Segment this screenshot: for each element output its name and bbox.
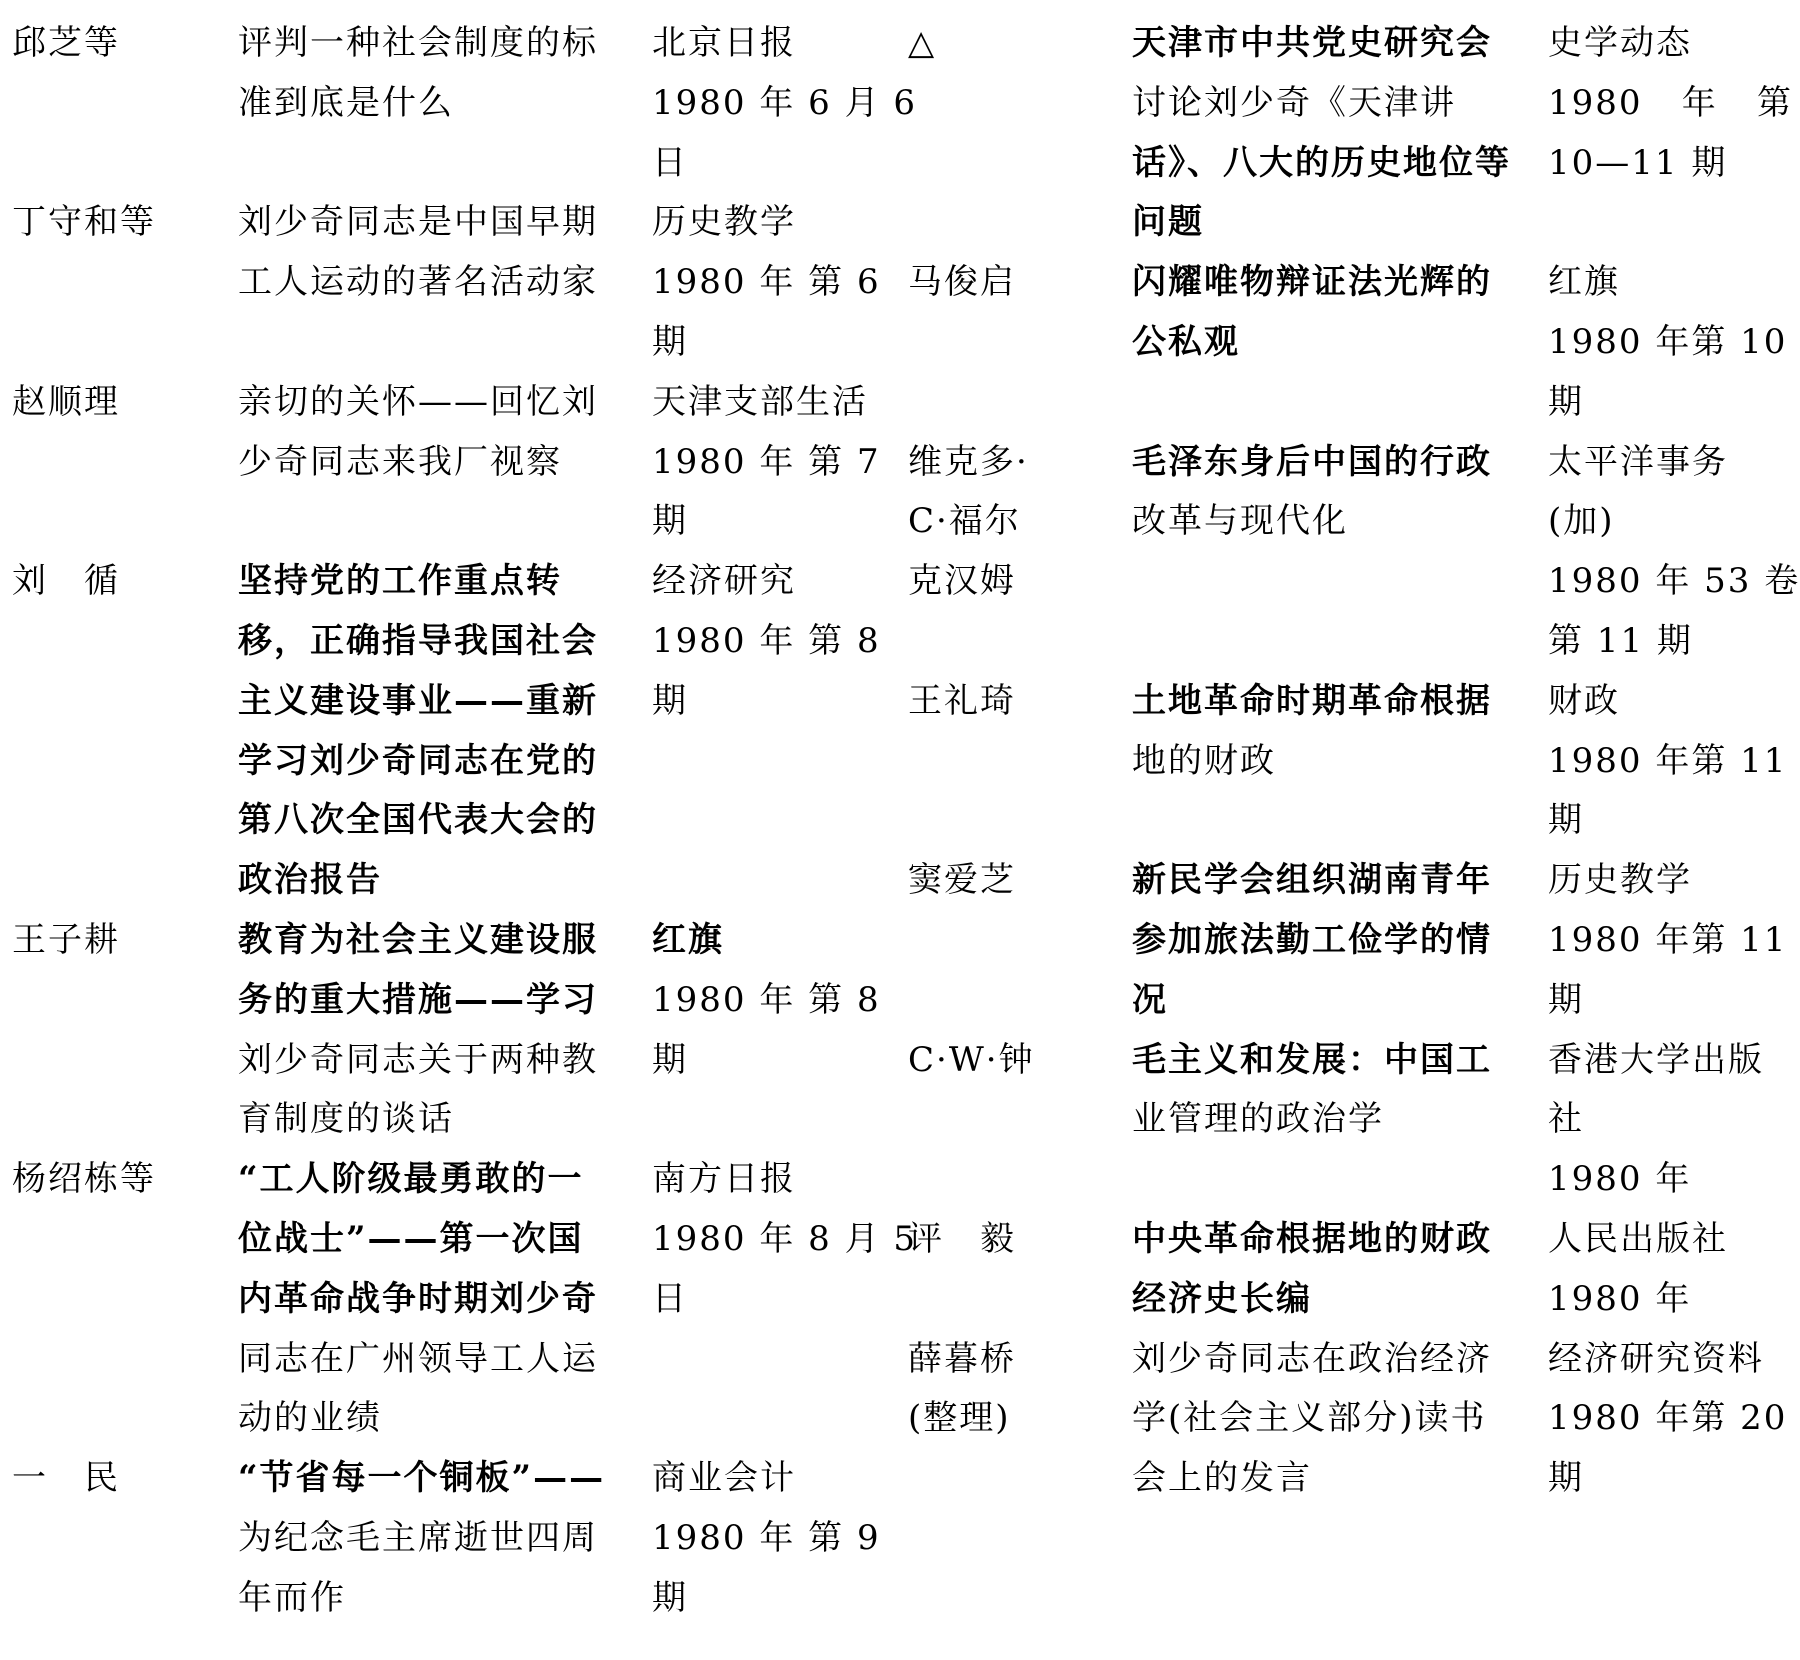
source-line: 期 xyxy=(652,1577,688,1618)
title-line: 话》、八大的历史地位等 xyxy=(1132,142,1511,183)
source-nian: 年 xyxy=(1681,82,1718,123)
title-line: 况 xyxy=(1132,979,1168,1020)
title-line: 刘少奇同志在政治经济 xyxy=(1132,1338,1492,1379)
title-line: 新民学会组织湖南青年 xyxy=(1132,860,1492,901)
author: 克汉姆 xyxy=(908,561,1016,602)
title-line: 第八次全国代表大会的 xyxy=(238,800,598,841)
source-line: 1980 年 第 8 xyxy=(652,979,881,1020)
source-line: 1980 年 第 7 xyxy=(652,441,881,482)
author: 维克多· xyxy=(908,441,1029,482)
title-line: 毛泽东身后中国的行政 xyxy=(1132,441,1492,482)
title-line: 参加旅法勤工俭学的情 xyxy=(1132,919,1492,960)
author: 一 民 xyxy=(12,1458,120,1499)
right-title-column xyxy=(1132,14,1537,1509)
source-line: 期 xyxy=(1548,381,1584,422)
title-line: 刘少奇同志是中国早期 xyxy=(238,202,598,243)
title-line: 位战士”——第一次国 xyxy=(238,1218,584,1259)
title-line: 改革与现代化 xyxy=(1132,501,1348,542)
title-line: 土地革命时期革命根据 xyxy=(1132,680,1492,721)
author: 评 毅 xyxy=(908,1218,1016,1259)
right-source-column xyxy=(1548,14,1800,1509)
source-line: 期 xyxy=(1548,1458,1584,1499)
title-line: 地的财政 xyxy=(1132,740,1276,781)
title-line: 经济史长编 xyxy=(1132,1278,1312,1319)
title-line: 同志在广州领导工人运 xyxy=(238,1338,598,1379)
author: 赵顺理 xyxy=(12,381,120,422)
source-line: 北京日报 xyxy=(652,23,796,63)
title-line: “工人阶级最勇敢的一 xyxy=(238,1159,584,1200)
source-line: 商业会计 xyxy=(652,1458,796,1499)
author: 马俊启 xyxy=(908,262,1016,303)
title-line: 坚持党的工作重点转 xyxy=(238,561,562,602)
title-line: 育制度的谈话 xyxy=(238,1099,454,1140)
source-line: 1980 年 53 卷 xyxy=(1548,561,1800,602)
left-author-column xyxy=(12,14,212,1509)
author: 王子耕 xyxy=(12,919,120,960)
source-line: 南方日报 xyxy=(652,1159,796,1200)
title-line: 动的业绩 xyxy=(238,1398,382,1439)
title-line: 学习刘少奇同志在党的 xyxy=(238,740,598,781)
title-line: 移，正确指导我国社会 xyxy=(238,620,598,661)
source-line: 1980 年 6 月 6 xyxy=(652,82,918,123)
source-line: 期 xyxy=(652,1039,688,1080)
source-line: 1980 年第 20 xyxy=(1548,1398,1788,1439)
author: (整理) xyxy=(908,1398,1011,1439)
source-line: 史学动态 xyxy=(1548,23,1692,63)
title-line: 年而作 xyxy=(238,1577,346,1618)
source-year: 1980 xyxy=(1548,82,1643,123)
source-line: 期 xyxy=(652,321,688,362)
source-line: 1980 年 xyxy=(1548,1159,1692,1200)
source-line: 1980 年第 10 xyxy=(1548,321,1788,362)
source-line: 经济研究资料 xyxy=(1548,1338,1764,1379)
author: C·福尔 xyxy=(908,501,1021,542)
source-line: 期 xyxy=(1548,800,1584,841)
title-line: 准到底是什么 xyxy=(238,82,454,123)
title-line: 中央革命根据地的财政 xyxy=(1132,1218,1492,1259)
source-line: 历史教学 xyxy=(652,202,796,243)
source-line: 财政 xyxy=(1548,680,1620,721)
source-line: 香港大学出版 xyxy=(1548,1039,1764,1080)
source-line: 红旗 xyxy=(1548,262,1620,303)
title-line: 评判一种社会制度的标 xyxy=(238,23,598,63)
title-line: 问题 xyxy=(1132,202,1204,243)
title-line: 学(社会主义部分)读书 xyxy=(1132,1398,1487,1439)
source-line: 期 xyxy=(652,680,688,721)
author: △ xyxy=(908,23,937,63)
source-line: 经济研究 xyxy=(652,561,796,602)
author: C·W·钟 xyxy=(908,1039,1035,1080)
source-line: 期 xyxy=(652,501,688,542)
title-line: 公私观 xyxy=(1132,321,1240,362)
source-line: (加) xyxy=(1548,501,1615,542)
source-line: 太平洋事务 xyxy=(1548,441,1728,482)
source-line: 10—11 期 xyxy=(1548,142,1728,183)
source-line: 历史教学 xyxy=(1548,860,1692,901)
author: 窦爱芝 xyxy=(908,860,1016,901)
title-line: 内革命战争时期刘少奇 xyxy=(238,1278,598,1319)
author: 邱芝等 xyxy=(12,23,120,63)
source-line: 1980 年第 11 xyxy=(1548,919,1788,960)
author: 王礼琦 xyxy=(908,680,1016,721)
left-source-column xyxy=(652,14,918,1629)
title-line: 毛主义和发展：中国工 xyxy=(1132,1039,1492,1080)
title-line: 教育为社会主义建设服 xyxy=(238,919,598,960)
source-line: 天津支部生活 xyxy=(652,381,868,422)
source-line: 1980 年 第 6 xyxy=(652,262,881,303)
title-line: 工人运动的著名活动家 xyxy=(238,262,598,303)
source-line: 日 xyxy=(652,142,688,183)
source-di: 第 xyxy=(1757,82,1793,123)
title-line: 会上的发言 xyxy=(1132,1458,1312,1499)
source-line: 1980 年 第 8 xyxy=(652,620,881,661)
source-line: 期 xyxy=(1548,979,1584,1020)
title-line: 讨论刘少奇《天津讲 xyxy=(1132,82,1456,123)
title-line: 刘少奇同志关于两种教 xyxy=(238,1039,598,1080)
source-line: 1980 年 8 月 5 xyxy=(652,1218,918,1259)
author: 杨绍栋等 xyxy=(12,1159,156,1200)
source-line: 第 11 期 xyxy=(1548,620,1693,661)
author: 薛暮桥 xyxy=(908,1338,1016,1379)
title-line: 亲切的关怀——回忆刘 xyxy=(238,381,598,422)
title-line: “节省每一个铜板”—— xyxy=(238,1458,606,1499)
title-line: 为纪念毛主席逝世四周 xyxy=(238,1517,598,1558)
source-line: 日 xyxy=(652,1278,688,1319)
title-line: 少奇同志来我厂视察 xyxy=(238,441,562,482)
author: 刘 循 xyxy=(12,561,120,602)
right-author-column xyxy=(908,14,1108,1449)
title-line: 政治报告 xyxy=(238,860,382,901)
source-line: 1980 年 第 9 xyxy=(652,1517,881,1558)
source-line: 红旗 xyxy=(652,919,724,960)
left-title-column xyxy=(238,14,638,1629)
title-line: 天津市中共党史研究会 xyxy=(1132,23,1492,63)
source-line: 人民出版社 xyxy=(1548,1218,1728,1259)
author: 丁守和等 xyxy=(12,202,156,243)
title-line: 闪耀唯物辩证法光辉的 xyxy=(1132,262,1492,303)
source-line: 社 xyxy=(1548,1099,1584,1140)
title-line: 务的重大措施——学习 xyxy=(238,979,598,1020)
source-line: 1980 年第 11 xyxy=(1548,740,1788,781)
source-line-justified xyxy=(1548,74,1793,134)
source-line: 1980 年 xyxy=(1548,1278,1692,1319)
title-line: 主义建设事业——重新 xyxy=(238,680,598,721)
title-line: 业管理的政治学 xyxy=(1132,1099,1384,1140)
